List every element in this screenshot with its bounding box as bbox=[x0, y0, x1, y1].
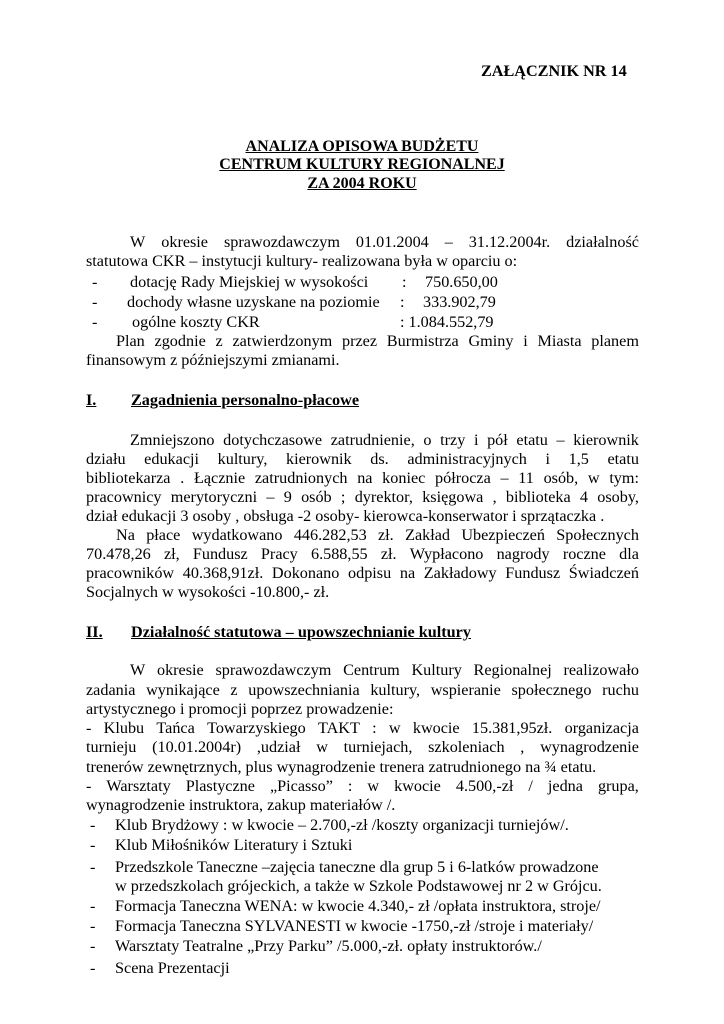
section-2-heading: Działalność statutowa – upowszechnianie kultury bbox=[131, 623, 471, 641]
word: na bbox=[357, 469, 373, 487]
word: dyrektor, bbox=[354, 488, 413, 506]
section-1-para-2-line bbox=[116, 525, 639, 545]
word: wydatkowano bbox=[191, 526, 283, 544]
word: płace bbox=[146, 526, 181, 544]
word: – bbox=[444, 233, 453, 251]
word: Łącznie bbox=[193, 469, 246, 487]
word: kierownik bbox=[286, 450, 352, 468]
word: Fundusz bbox=[505, 564, 561, 582]
word: Burmistrza bbox=[386, 332, 459, 350]
word: działalność bbox=[566, 233, 639, 251]
list-item: Scena Prezentacji bbox=[115, 959, 230, 977]
word: kultury, bbox=[370, 681, 421, 699]
word: nagrody bbox=[496, 545, 550, 563]
section-1-para-1-line bbox=[86, 449, 639, 469]
word: 446.282,53 bbox=[293, 526, 367, 544]
word: - bbox=[86, 777, 92, 795]
word: odpisu bbox=[348, 564, 392, 582]
section-1-para-2-last: Socjalnych w wysokości -10.800,- zł. bbox=[86, 583, 330, 601]
list-dash: - bbox=[90, 836, 96, 854]
list-item: Formacja Taneczna WENA: w kwocie 4.340,- zł /opłata instruktora, stroje/ bbox=[115, 897, 601, 915]
annex-number: ZAŁĄCZNIK NR 14 bbox=[481, 62, 627, 80]
budget-item-value: : 1.084.552,79 bbox=[400, 313, 494, 331]
word: o bbox=[423, 431, 432, 449]
word: zł. bbox=[378, 526, 394, 544]
word: w bbox=[388, 719, 401, 737]
word: z bbox=[230, 681, 238, 699]
word: i bbox=[545, 450, 550, 468]
word: – bbox=[500, 469, 509, 487]
word: 11 bbox=[518, 469, 534, 487]
word: kierownik bbox=[573, 431, 639, 449]
word: biblioteka bbox=[505, 488, 571, 506]
word: społecznego bbox=[511, 681, 592, 699]
word: turniejach, bbox=[343, 738, 413, 756]
list-item: Przedszkole Taneczne –zajęcia taneczne dla grup 5 i 6-latków prowadzone bbox=[115, 858, 599, 876]
word: turnieju bbox=[86, 738, 137, 756]
word: W bbox=[130, 661, 146, 679]
doc-title-line-2: CENTRUM KULTURY REGIONALNEJ bbox=[219, 156, 505, 173]
word: Zmniejszono bbox=[130, 431, 215, 449]
list-item: Klub Brydżowy : w kwocie – 2.700,-zł /koszty organizacji turniejów/. bbox=[115, 816, 569, 834]
budget-item-dash: - bbox=[92, 293, 98, 311]
word: Kultury bbox=[411, 661, 462, 679]
list-dash: - bbox=[90, 816, 96, 834]
budget-item-label: ogólne koszty CKR bbox=[132, 313, 260, 331]
word: - bbox=[86, 719, 92, 737]
word: etatu bbox=[607, 450, 639, 468]
word: „Picasso” bbox=[269, 777, 333, 795]
word: Tańca bbox=[156, 719, 195, 737]
intro-line-2: statutowa CKR – instytucji kultury- realizowana była w oparciu o: bbox=[86, 252, 518, 270]
word: , bbox=[520, 738, 525, 756]
word: W bbox=[130, 233, 146, 251]
word: osób bbox=[301, 488, 332, 506]
section-2-para-1-line bbox=[86, 680, 639, 700]
word: zł. bbox=[380, 545, 397, 563]
doc-title-line-3: ZA 2004 ROKU bbox=[307, 175, 417, 192]
word: Towarzyskiego bbox=[207, 719, 306, 737]
word: koniec bbox=[382, 469, 426, 487]
word: trzy bbox=[440, 431, 466, 449]
word: kultury, bbox=[217, 450, 268, 468]
word: w bbox=[367, 777, 380, 795]
word: dotychczasowe bbox=[223, 431, 323, 449]
list-dash: - bbox=[90, 917, 96, 935]
word: Ubezpieczeń bbox=[461, 526, 545, 544]
word: , bbox=[492, 488, 497, 506]
picasso-last: wynagrodzenie instruktora, zakup materiałów /. bbox=[86, 796, 396, 814]
word: Pracy bbox=[260, 545, 298, 563]
budget-item-value: 750.650,00 bbox=[425, 273, 498, 291]
word: Fundusz bbox=[192, 545, 248, 563]
word: księgowa bbox=[422, 488, 484, 506]
word: sprawozdawczym bbox=[223, 233, 340, 251]
word: 15.381,95zł. bbox=[471, 719, 553, 737]
word: zł, bbox=[163, 545, 180, 563]
word: w bbox=[587, 469, 600, 487]
word: tym: bbox=[609, 469, 639, 487]
word: Zakładowy bbox=[423, 564, 497, 582]
list-item: Warsztaty Teatralne „Przy Parku” /5.000,-zł. opłaty instruktorów./ bbox=[115, 937, 542, 955]
budget-item-label: dochody własne uzyskane na poziomie bbox=[127, 293, 380, 311]
section-1-para-2-line bbox=[86, 544, 639, 564]
word: pół bbox=[487, 431, 508, 449]
word: wynikające bbox=[146, 681, 220, 699]
word: wynagrodzenie bbox=[540, 738, 639, 756]
word: (10.01.2004r) bbox=[152, 738, 242, 756]
word: kwocie bbox=[394, 777, 441, 795]
word: jedna bbox=[547, 777, 583, 795]
word: Świadczeń bbox=[568, 564, 639, 582]
word: Społecznych bbox=[556, 526, 639, 544]
budget-item-sep: : bbox=[400, 293, 405, 311]
takt-last: trenerów zewnętrznych, plus wynagrodzenie trenera zatrudnionego na ¾ etatu. bbox=[86, 758, 597, 776]
plan-line-1 bbox=[116, 331, 639, 351]
section-1-number: I. bbox=[86, 391, 97, 409]
doc-title-line-1: ANALIZA OPISOWA BUDŻETU bbox=[245, 138, 479, 155]
list-item-continued: w przedszkolach grójeckich, a także w Szkole Podstawowej nr 2 w Grójcu. bbox=[115, 877, 602, 895]
word: 4 bbox=[579, 488, 589, 506]
word: i bbox=[473, 431, 479, 449]
word: zatwierdzonym bbox=[232, 332, 333, 350]
word: pracowników bbox=[86, 564, 175, 582]
word: ,udział bbox=[256, 738, 301, 756]
word: okresie bbox=[156, 661, 204, 679]
word: szkoleniach bbox=[428, 738, 505, 756]
word: Wypłacono bbox=[409, 545, 484, 563]
word: wspieranie bbox=[430, 681, 501, 699]
word: zatrudnionych bbox=[254, 469, 348, 487]
word: 01.01.2004 bbox=[355, 233, 429, 251]
list-item: Klub Miłośników Literatury i Sztuki bbox=[115, 836, 353, 854]
intro-line-1 bbox=[130, 232, 639, 252]
word: roczne bbox=[562, 545, 606, 563]
section-1-para-1-line bbox=[130, 430, 639, 450]
word: TAKT bbox=[318, 719, 360, 737]
word: 31.12.2004r. bbox=[468, 233, 551, 251]
word: grupa, bbox=[597, 777, 639, 795]
word: Regionalnej bbox=[473, 661, 552, 679]
budget-item-label: dotację Rady Miejskiej w wysokości bbox=[130, 273, 369, 291]
word: osoby, bbox=[597, 488, 639, 506]
section-1-heading: Zagadnienia personalno-płacowe bbox=[131, 391, 360, 409]
budget-item-dash: - bbox=[92, 273, 98, 291]
word: przez bbox=[342, 332, 378, 350]
list-item: Formacja Taneczna SYLVANESTI w kwocie -1750,-zł /stroje i materiały/ bbox=[115, 917, 594, 935]
word: ds. bbox=[370, 450, 389, 468]
word: merytoryczni bbox=[170, 488, 258, 506]
section-1-para-1-line bbox=[86, 487, 639, 507]
word: Na bbox=[116, 526, 135, 544]
takt-line bbox=[86, 718, 639, 738]
word: Zakład bbox=[405, 526, 451, 544]
word: kwocie bbox=[412, 719, 460, 737]
section-1-para-1-last: dział edukacji 3 osoby , obsługa -2 osoby- kierowca-konserwator i sprzątaczka . bbox=[86, 507, 605, 525]
word: organizacja bbox=[564, 719, 639, 737]
word: okresie bbox=[161, 233, 208, 251]
word: Plastyczne bbox=[185, 777, 255, 795]
section-1-para-2-line bbox=[86, 563, 639, 583]
word: . bbox=[180, 469, 185, 487]
section-2-para-1-last: artystycznego i promocji poprzez prowadzenie: bbox=[86, 700, 394, 718]
word: i bbox=[523, 332, 528, 350]
word: półrocza bbox=[435, 469, 491, 487]
word: Warsztaty bbox=[106, 777, 171, 795]
word: ruchu bbox=[602, 681, 639, 699]
word: 1,5 bbox=[568, 450, 589, 468]
word: upowszechniania bbox=[248, 681, 360, 699]
word: / bbox=[528, 777, 533, 795]
word: Miasta bbox=[537, 332, 582, 350]
plan-line-2: finansowym z późniejszymi zmianami. bbox=[86, 351, 340, 369]
word: Dokonano bbox=[271, 564, 340, 582]
section-2-para-1-line bbox=[130, 660, 639, 680]
word: Plan bbox=[116, 332, 145, 350]
list-dash: - bbox=[90, 937, 96, 955]
word: 6.588,55 bbox=[310, 545, 368, 563]
word: zgodnie bbox=[154, 332, 206, 350]
section-1-para-1-line bbox=[86, 468, 639, 488]
word: etatu bbox=[516, 431, 548, 449]
word: z bbox=[215, 332, 223, 350]
list-dash: - bbox=[90, 959, 96, 977]
word: ; bbox=[340, 488, 346, 506]
takt-line bbox=[86, 737, 639, 757]
word: 9 bbox=[283, 488, 292, 506]
list-dash: - bbox=[90, 858, 96, 876]
word: : bbox=[347, 777, 353, 795]
word: administracyjnych bbox=[407, 450, 527, 468]
word: bibliotekarza bbox=[86, 469, 171, 487]
word: realizowało bbox=[563, 661, 639, 679]
word: na bbox=[399, 564, 416, 582]
list-dash: - bbox=[90, 897, 96, 915]
word: – bbox=[556, 431, 565, 449]
word: 40.368,91zł. bbox=[182, 564, 264, 582]
word: zadania bbox=[86, 681, 136, 699]
word: Centrum bbox=[343, 661, 400, 679]
word: w bbox=[316, 738, 328, 756]
word: : bbox=[372, 719, 377, 737]
word: planem bbox=[591, 332, 639, 350]
budget-item-dash: - bbox=[92, 313, 98, 331]
word: – bbox=[266, 488, 275, 506]
section-2-number: II. bbox=[86, 623, 103, 641]
word: Klubu bbox=[103, 719, 145, 737]
budget-item-sep: : bbox=[402, 273, 407, 291]
word: osób, bbox=[543, 469, 579, 487]
word: dla bbox=[619, 545, 639, 563]
picasso-line bbox=[86, 776, 639, 796]
word: pracownicy bbox=[86, 488, 162, 506]
word: 70.478,26 bbox=[86, 545, 151, 563]
word: zatrudnienie, bbox=[330, 431, 415, 449]
budget-item-value: 333.902,79 bbox=[423, 293, 496, 311]
word: 4.500,-zł bbox=[455, 777, 514, 795]
word: działu bbox=[86, 450, 126, 468]
word: edukacji bbox=[144, 450, 200, 468]
word: sprawozdawczym bbox=[215, 661, 332, 679]
word: Gminy bbox=[468, 332, 514, 350]
